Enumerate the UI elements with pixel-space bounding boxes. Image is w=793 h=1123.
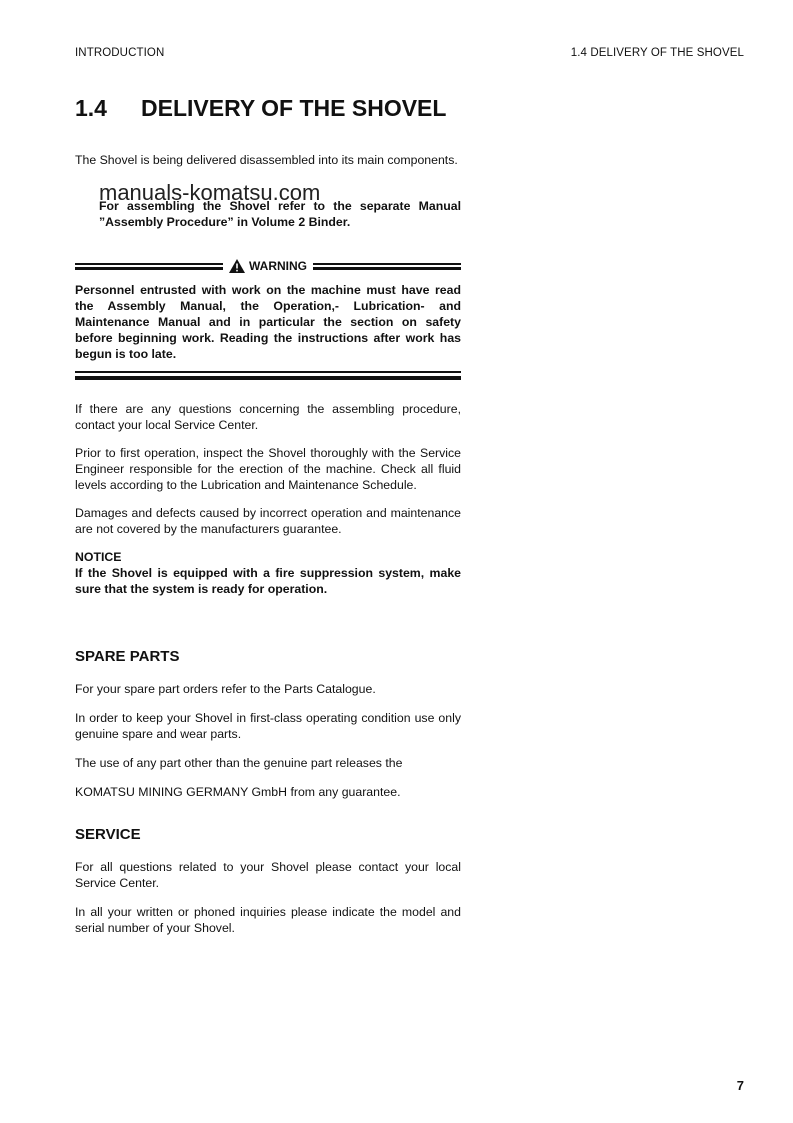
divider (75, 371, 461, 380)
paragraph: KOMATSU MINING GERMANY GmbH from any guarantee. (75, 785, 401, 799)
warning-triangle-icon (229, 259, 245, 273)
paragraph: In order to keep your Shovel in first-class operating condition use only genuine spare and wear parts. (75, 711, 461, 741)
warning-label: WARNING (249, 259, 307, 273)
notice-label: NOTICE (75, 550, 122, 564)
spare-parts-heading: SPARE PARTS (75, 648, 180, 665)
warning-header (75, 258, 461, 274)
warning-text: Personnel entrusted with work on the machine must have read the Assembly Manual, the Operation,- Lubrication- and Maintenance Manual and in particular the section on safety before beginning work. Reading the instructions after work has begun is too late. (75, 283, 461, 361)
notice-text: If the Shovel is equipped with a fire suppression system, make sure that the system is ready for operation. (75, 566, 461, 596)
title-text: DELIVERY OF THE SHOVEL (141, 95, 447, 121)
service-section (75, 827, 461, 936)
watermark: manuals-komatsu.com (99, 180, 321, 205)
intro-block (75, 152, 461, 168)
divider (75, 263, 223, 270)
divider (313, 263, 461, 270)
title-number: 1.4 (75, 95, 107, 121)
page-title (75, 95, 446, 122)
intro-text: The Shovel is being delivered disassembled into its main components. (75, 153, 458, 167)
assembly-note: For assembling the Shovel refer to the separate Manual ”Assembly Procedure” in Volume 2 Binder. (99, 199, 461, 229)
paragraph: In all your written or phoned inquiries please indicate the model and serial number of your Shovel. (75, 905, 461, 935)
paragraph: For your spare part orders refer to the Parts Catalogue. (75, 682, 376, 696)
warning-box (75, 258, 461, 380)
paragraph: If there are any questions concerning the assembling procedure, contact your local Service Center. (75, 402, 461, 432)
spare-parts-section (75, 649, 461, 800)
paragraph: For all questions related to your Shovel please contact your local Service Center. (75, 860, 461, 890)
paragraph: Prior to first operation, inspect the Shovel thoroughly with the Service Engineer responsible for the erection of the machine. Check all fluid levels according to the Lubrication and Maintenance Schedule. (75, 446, 461, 492)
header-chapter: 1.4 DELIVERY OF THE SHOVEL (570, 47, 744, 59)
paragraph: The use of any part other than the genuine part releases the (75, 756, 403, 770)
body-block (75, 401, 461, 597)
service-heading: SERVICE (75, 826, 141, 843)
page-number: 7 (736, 1078, 744, 1093)
header-section: INTRODUCTION (75, 47, 165, 59)
paragraph: Damages and defects caused by incorrect operation and maintenance are not covered by the manufacturers guarantee. (75, 506, 461, 536)
